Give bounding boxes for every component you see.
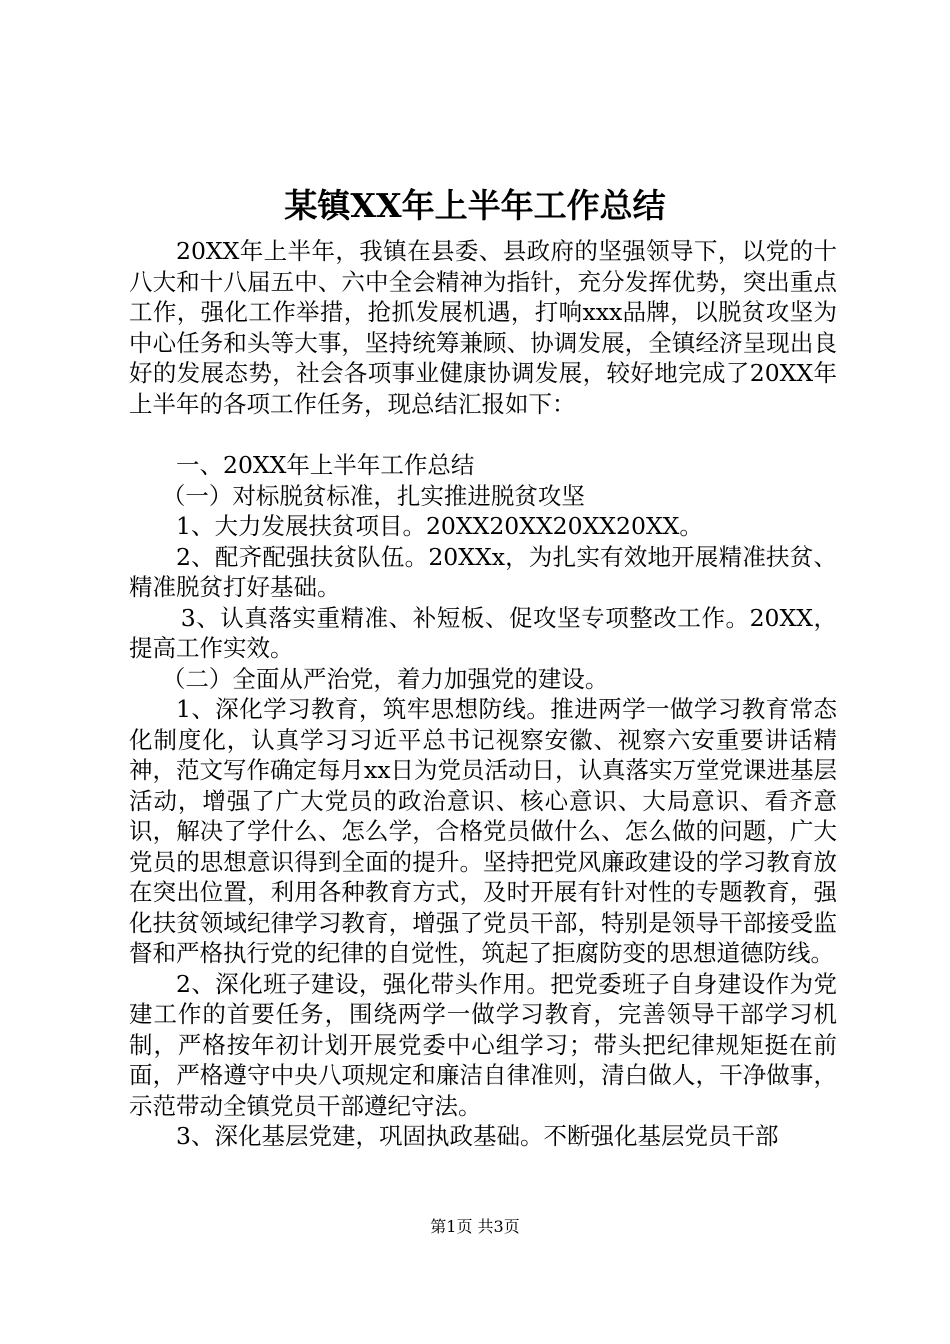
document-title: 某镇XX年上半年工作总结 bbox=[284, 186, 666, 225]
item-paragraph: 2、配齐配强扶贫队伍。20XXx，为扎实有效地开展精准扶贫、精准脱贫打好基础。 bbox=[129, 542, 837, 601]
subsection-heading-1: （一）对标脱贫标准，扎实推进脱贫攻坚 bbox=[161, 481, 585, 510]
document-body bbox=[129, 236, 837, 1152]
page-number-footer: 第1页 共3页 bbox=[430, 1217, 520, 1236]
item-paragraph: 1、大力发展扶贫项目。20XX20XX20XX20XX。 bbox=[176, 512, 703, 540]
item-paragraph: 3、深化基层党建，巩固执政基础。不断强化基层党员干部 bbox=[176, 1122, 779, 1150]
item-paragraph: 1、深化学习教育，筑牢思想防线。推进两学一做学习教育常态化制度化，认真学习习近平总书记视察安徽、视察六安重要讲话精神，范文写作确定每月xx日为党员活动日，认真落实万堂党课进基层活动，增强了广大党员的政治意识、核心意识、大局意识、看齐意识，解决了学什么、怎么学，合格党员做什么、怎么做的问题，广大党员的思想意识得到全面的提升。坚持把党风廉政建设的学习教育放在突出位置，利用各种教育方式，及时开展有针对性的专题教育，强化扶贫领域纪律学习教育，增强了党员干部，特别是领导干部接受监督和严格执行党的纪律的自觉性，筑起了拒腐防变的思想道德防线。 bbox=[129, 695, 838, 967]
subsection-heading-2: （二）全面从严治党，着力加强党的建设。 bbox=[161, 664, 609, 693]
item-paragraph: 2、深化班子建设，强化带头作用。把党委班子自身建设作为党建工作的首要任务，围绕两学一做学习教育，完善领导干部学习机制，严格按年初计划开展党委中心组学习；带头把纪律规矩挺在前面，严格遵守中央八项规定和廉洁自律准则，清白做人，干净做事，示范带动全镇党员干部遵纪守法。 bbox=[129, 969, 837, 1120]
item-paragraph: 3、认真落实重精准、补短板、促攻坚专项整改工作。20XX，提高工作实效。 bbox=[129, 603, 837, 662]
section-heading-1: 一、20XX年上半年工作总结 bbox=[176, 451, 475, 479]
intro-paragraph: 20XX年上半年，我镇在县委、县政府的坚强领导下，以党的十八大和十八届五中、六中全会精神为指针，充分发挥优势，突出重点工作，强化工作举措，抢抓发展机遇，打响xxx品牌，以脱贫攻坚为中心任务和头等大事，坚持统筹兼顾、协调发展，全镇经济呈现出良好的发展态势，社会各项事业健康协调发展，较好地完成了20XX年上半年的各项工作任务，现总结汇报如下： bbox=[129, 237, 837, 418]
